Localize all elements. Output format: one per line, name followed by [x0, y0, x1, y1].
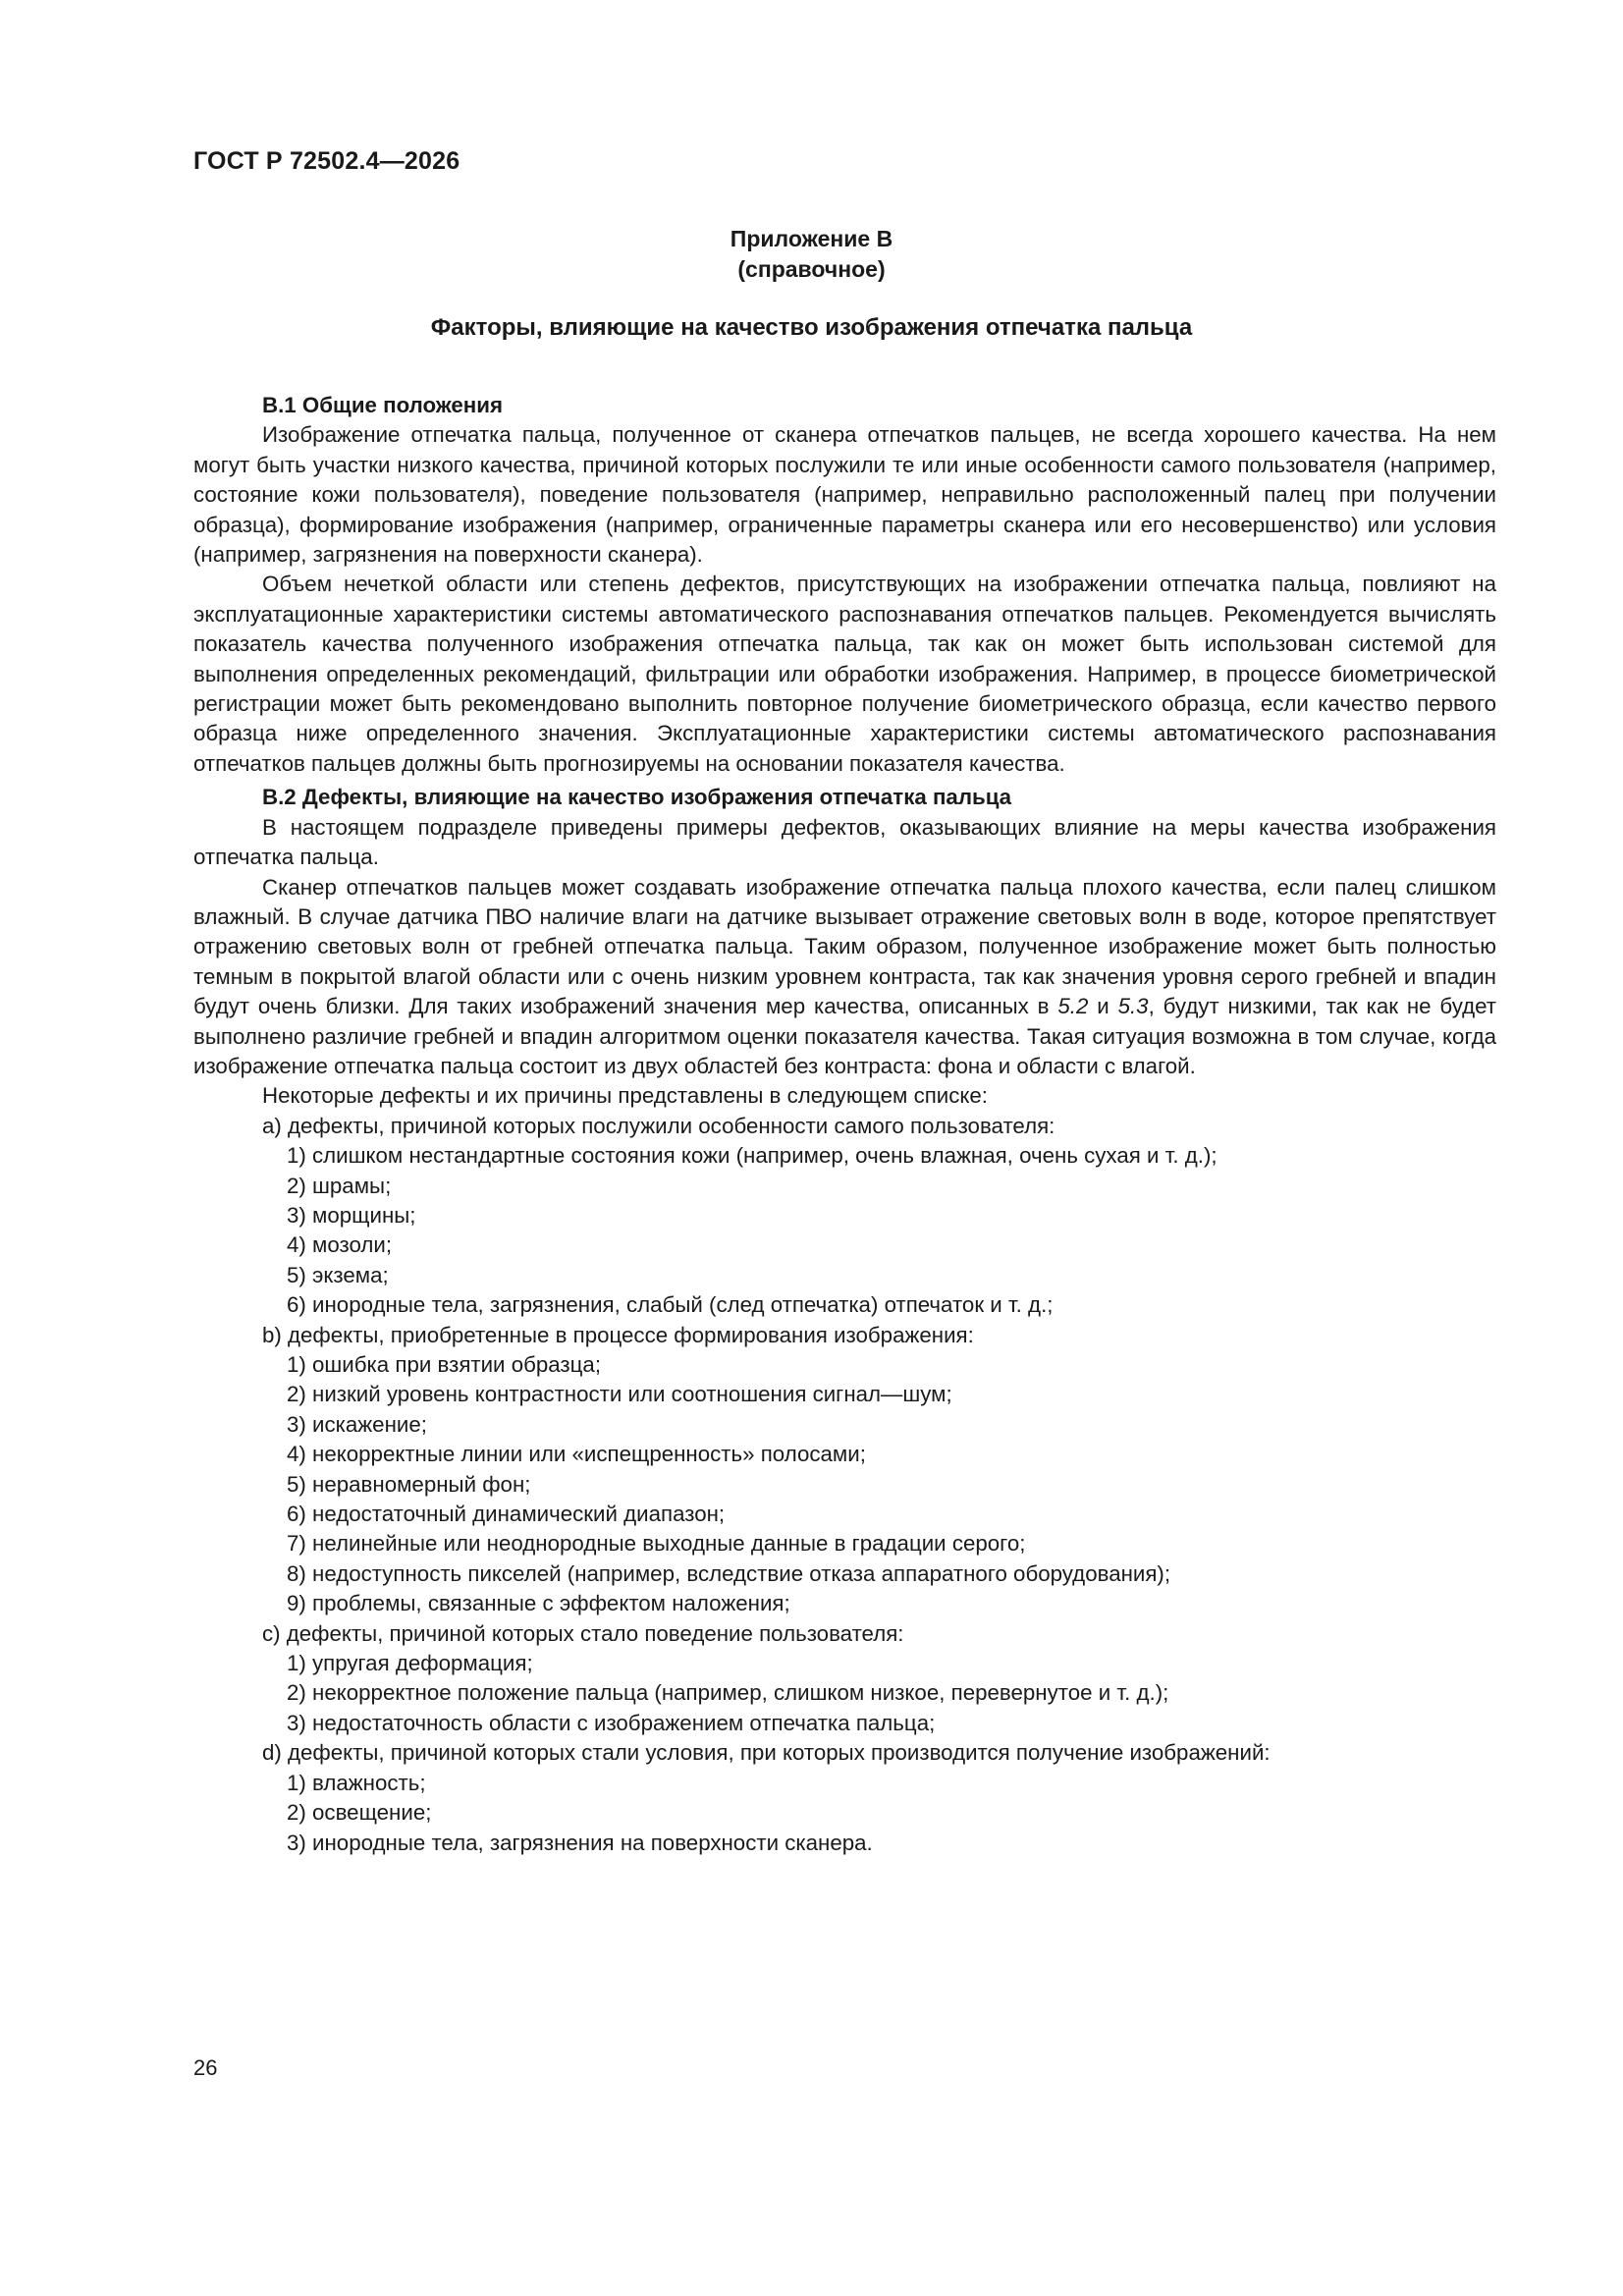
list-item: 1) ошибка при взятии образца; — [287, 1352, 602, 1377]
list-group-label: d) дефекты, причиной которых стали условия, при которых производится получение изображений: — [262, 1740, 1271, 1766]
list-item: 5) экзема; — [287, 1262, 389, 1287]
list-item: 4) некорректные линии или «испещренность» полосами; — [287, 1442, 866, 1467]
list-item: 2) низкий уровень контрастности или соотношения сигнал—шум; — [287, 1382, 952, 1407]
list-item: 6) недостаточный динамический диапазон; — [287, 1502, 726, 1527]
paragraph-text: Сканер отпечатков пальцев может создавать изображение отпечатка пальца плохого качества, если палец слишком влажный. В случае датчика ПВО наличие влаги на датчике вызывает отражение световых волн в воде, которое препятствует отражению световых волн от гребней отпечатка пальца. Таким образом, полученное изображение может быть полностью темным в покрытой влагой области или с очень низким уровнем контраста, так как значения уровня серого гребней и впадин будут очень близки. Для таких изображений значения мер качества, описанных в — [193, 874, 1496, 1019]
list-item: 8) недоступность пикселей (например, вследствие отказа аппаратного оборудования); — [287, 1560, 1171, 1586]
clause-reference: 5.2 — [1057, 994, 1089, 1019]
list-group-label: а) дефекты, причиной которых послужили особенности самого пользователя: — [262, 1113, 1055, 1138]
list-item: 4) мозоли; — [287, 1232, 393, 1258]
list-item: 2) освещение; — [287, 1800, 432, 1826]
list-item: 3) морщины; — [287, 1202, 416, 1228]
paragraph: Объем нечеткой области или степень дефектов, присутствующих на изображении отпечатка пальца, повлияют на эксплуатационные характеристики системы автоматического распознавания отпечатков пальцев. Рекомендуется вычислять показатель качества полученного изображения отпечатка пальца, так как он может быть использован системой для выполнения определенных рекомендаций, фильтрации или обработки изображения. Например, в процессе биометрической регистрации может быть рекомендовано выполнить повторное получение биометрического образца, если качество первого образца ниже определенного значения. Эксплуатационные характеристики системы автоматического распознавания отпечатков пальцев должны быть прогнозируемы на основании показателя качества. — [193, 572, 1496, 776]
annex-heading: Факторы, влияющие на качество изображения отпечатка пальца — [430, 314, 1193, 341]
list-item: 3) инородные тела, загрязнения на поверхности сканера. — [287, 1830, 873, 1855]
paragraph: Изображение отпечатка пальца, полученное от сканера отпечатков пальцев, не всегда хорошего качества. На нем могут быть участки низкого качества, причиной которых послужили те или иные особенности самого пользователя (например, состояние кожи пользователя), поведение пользователя (например, неправильно расположенный палец при получении образца), формирование изображения (например, ограниченные параметры сканера или его несовершенство) или условия (например, загрязнения на поверхности сканера). — [193, 422, 1496, 568]
list-item: 2) шрамы; — [287, 1173, 392, 1198]
conjunction: и — [1088, 994, 1118, 1019]
list-group-label: с) дефекты, причиной которых стало поведение пользователя: — [262, 1620, 904, 1646]
standard-id-header: ГОСТ Р 72502.4—2026 — [193, 147, 460, 175]
section-heading-b2: В.2 Дефекты, влияющие на качество изображения отпечатка пальца — [262, 785, 1012, 810]
list-intro: Некоторые дефекты и их причины представлены в следующем списке: — [262, 1083, 988, 1109]
defect-list — [193, 1112, 1496, 1858]
list-item: 9) проблемы, связанные с эффектом наложения; — [287, 1591, 790, 1616]
document-body — [193, 391, 1496, 1858]
list-item: 1) влажность; — [287, 1770, 426, 1795]
list-item: 3) искажение; — [287, 1411, 427, 1437]
clause-reference: 5.3 — [1117, 994, 1149, 1019]
list-item: 7) нелинейные или неоднородные выходные данные в градации серого; — [287, 1531, 1026, 1557]
list-item: 2) некорректное положение пальца (например, слишком низкое, перевернутое и т. д.); — [287, 1680, 1169, 1706]
list-item: 1) упругая деформация; — [287, 1651, 533, 1676]
list-item: 5) неравномерный фон; — [287, 1471, 531, 1497]
annex-subtitle: (справочное) — [737, 256, 886, 282]
list-item: 3) недостаточность области с изображением отпечатка пальца; — [287, 1710, 936, 1735]
paragraph-with-references — [193, 873, 1496, 1082]
paragraph-text: , будут низкими, так как не будет выполнено различие гребней и впадин алгоритмом оценки показателя качества. Такая ситуация возможна в том случае, когда изображение отпечатка пальца состоит из двух областей без контраста: фона и области с влагой. — [193, 994, 1496, 1078]
page-number: 26 — [193, 2055, 218, 2080]
annex-title-block — [0, 224, 1623, 285]
list-item: 1) слишком нестандартные состояния кожи (например, очень влажная, очень сухая и т. д.); — [287, 1143, 1217, 1169]
annex-title: Приложение В — [730, 226, 893, 251]
paragraph: В настоящем подразделе приведены примеры дефектов, оказывающих влияние на меры качества изображения отпечатка пальца. — [193, 814, 1496, 870]
list-group-label: b) дефекты, приобретенные в процессе формирования изображения: — [262, 1322, 974, 1347]
section-heading-b1: В.1 Общие положения — [262, 393, 503, 417]
list-item: 6) инородные тела, загрязнения, слабый (след отпечатка) отпечаток и т. д.; — [287, 1292, 1054, 1318]
